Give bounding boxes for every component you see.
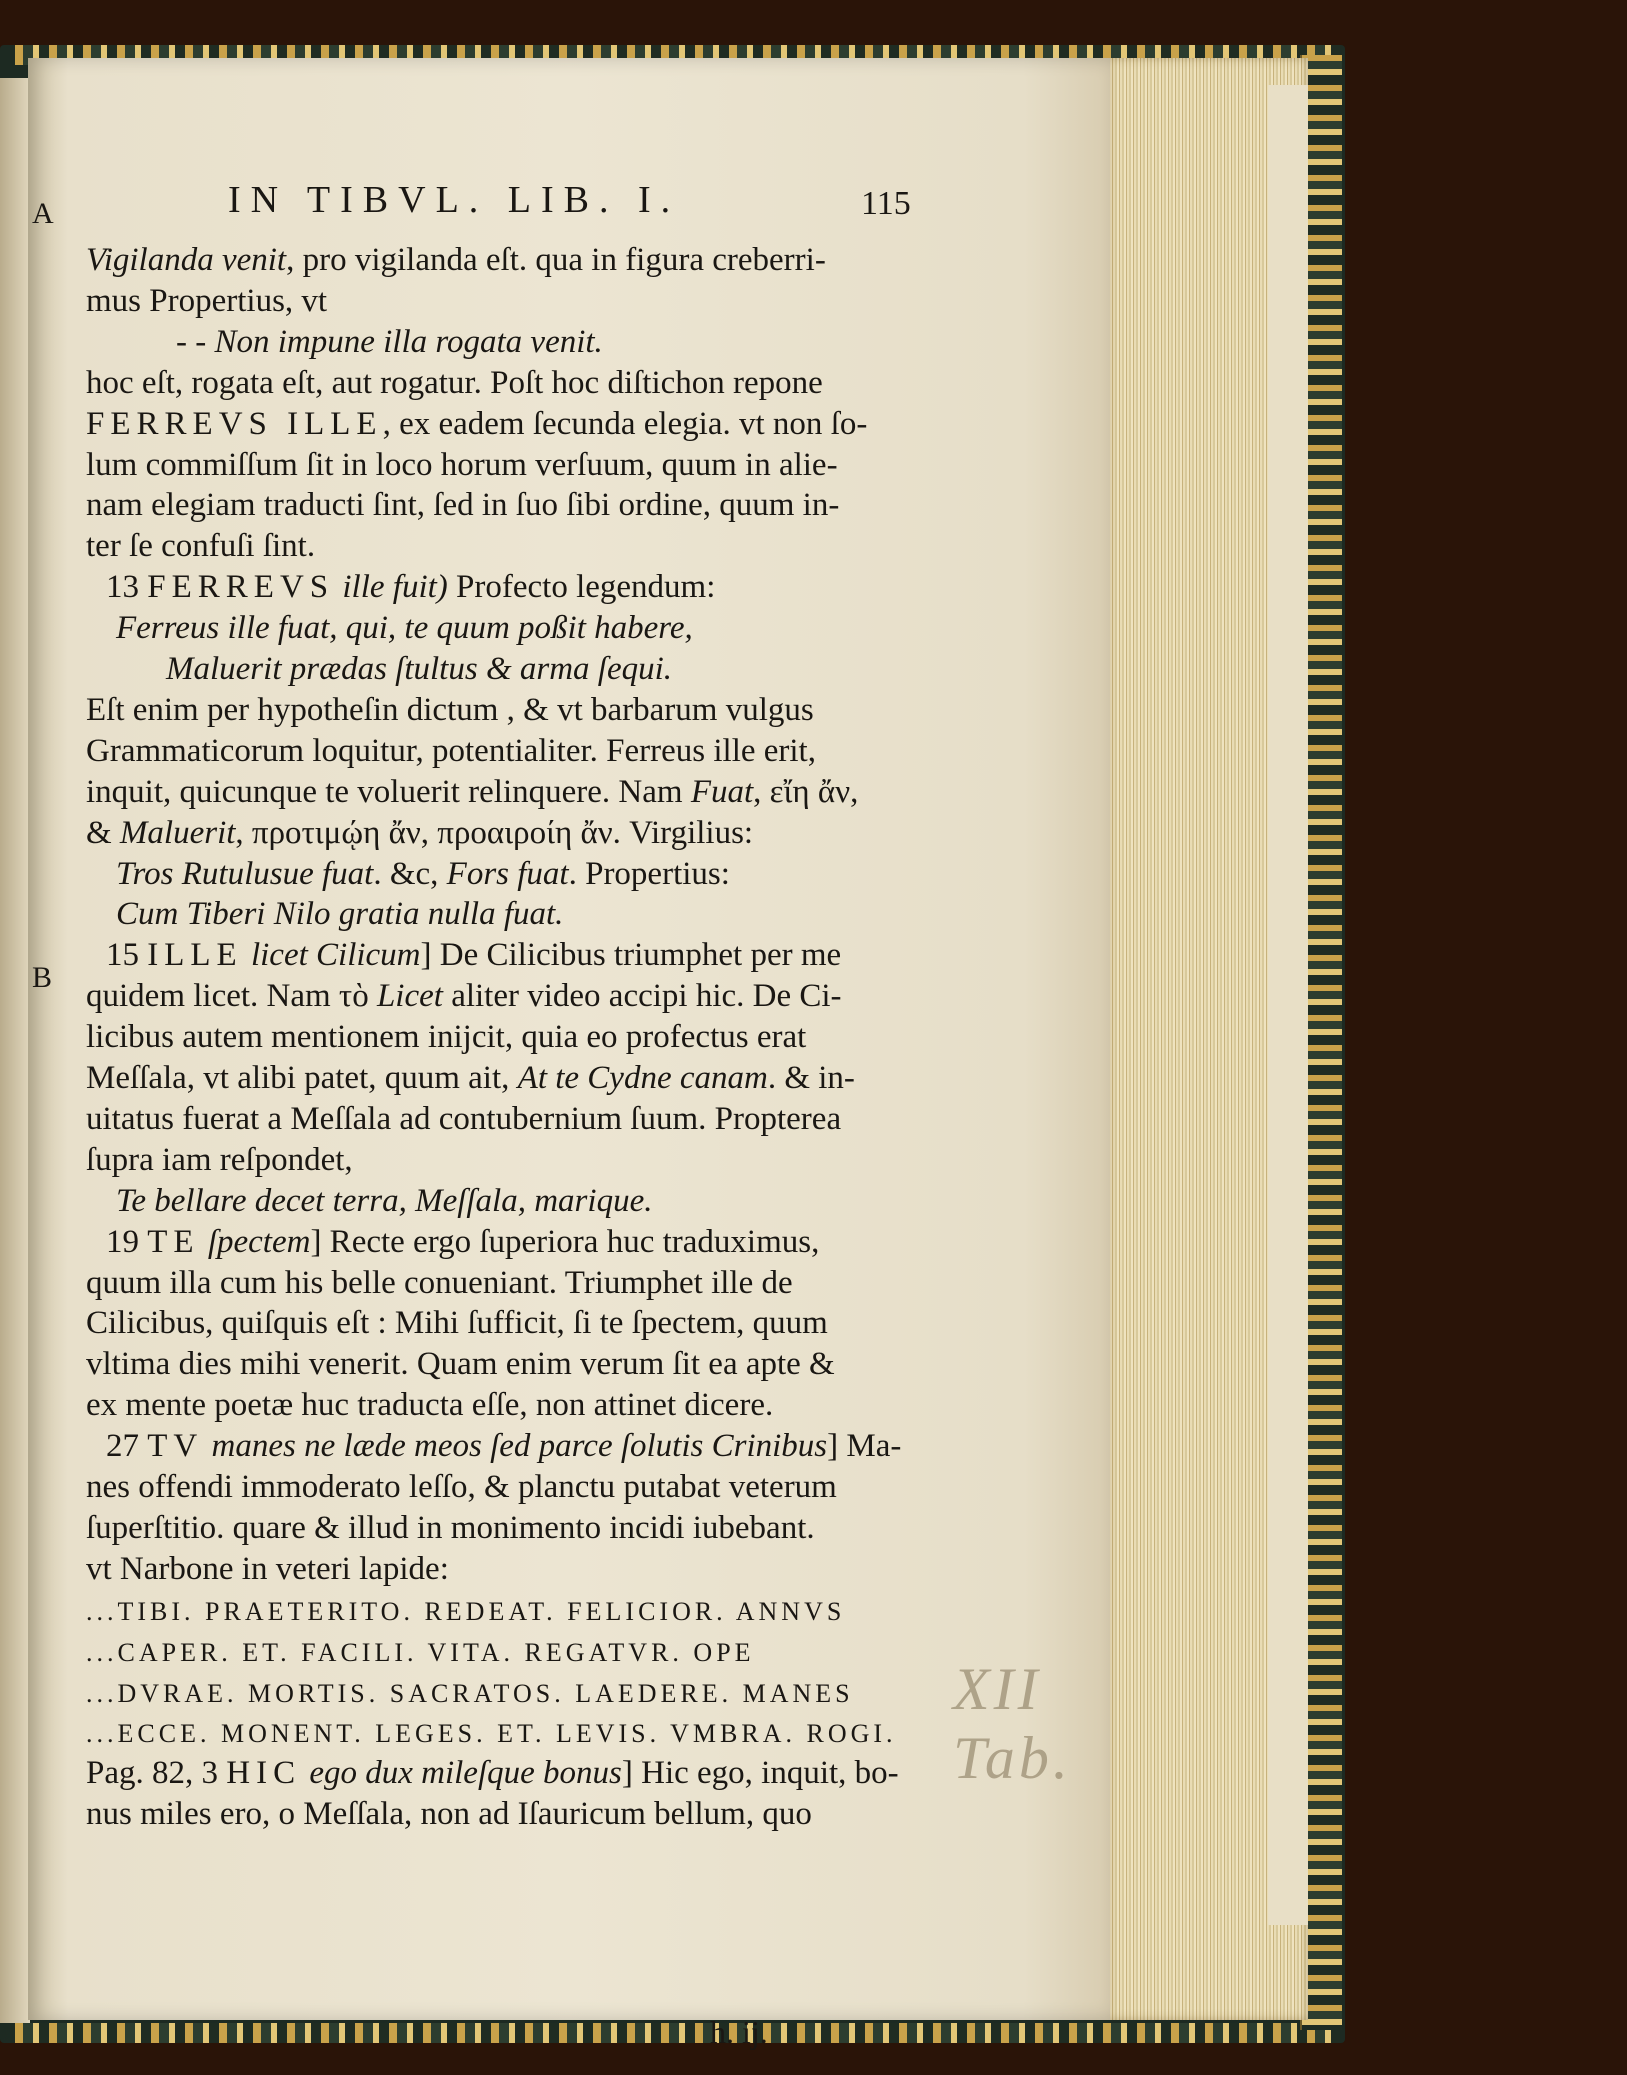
signature-mark: h. ij. [710,2014,768,2050]
text-line [86,1056,855,1100]
text-segment: ...TIBI. PRAETERITO. REDEAT. FELICIOR. ANNVS [86,1596,846,1626]
text-line [86,770,858,814]
text-segment: . & in- [767,1060,855,1096]
text-segment: ego dux mileſque bonus [301,1755,622,1792]
text-segment: , pro vigilanda eſt. qua in figura creberri- [286,242,826,278]
text-line [86,238,826,282]
text-line [86,1383,773,1427]
text-line [86,524,315,568]
text-segment: Meſſala, vt alibi patet, quum ait, [86,1060,518,1096]
text-segment: uitatus fuerat a Meſſala ad contubernium ſuum. Propterea [86,1100,842,1137]
text-line [86,1301,828,1345]
printed-page [28,58,1110,2050]
text-segment: 27 [106,1428,148,1465]
text-segment: 19 [106,1223,148,1260]
text-segment: ] Recte ergo ſuperiora huc traduximus, [310,1223,820,1260]
text-segment: quum illa cum his belle conueniant. Triumphet ille de [86,1264,793,1301]
text-segment: quidem licet. Nam τὸ [86,978,377,1015]
text-line [86,1588,845,1634]
text-segment: Ferreus ille fuat, qui, te quum poßit habere, [116,610,693,647]
text-segment: Pag. 82, 3 [86,1755,227,1792]
text-line [86,1097,841,1141]
text-segment: . Propertius: [568,855,730,892]
text-segment: Eſt enim per hypotheſin dictum , & vt barbarum vulgus [86,691,814,728]
text-segment: Vigilanda venit [86,242,287,278]
text-segment: Maluerit prædas ſtultus & arma ſequi. [166,651,673,687]
text-segment: ILLE [147,937,243,974]
text-segment: ...CAPER. ET. FACILI. VITA. REGATVR. OPE [86,1637,755,1667]
text-line [86,1465,837,1509]
text-segment: Maluerit [119,814,236,851]
text-segment: , ex eadem ſecunda elegia. vt non ſo- [382,405,868,442]
text-line [166,647,672,691]
text-line [86,361,823,405]
text-segment: ter ſe confuſi ſint. [86,528,316,565]
handwritten-margin-note: XII Tab. [953,1656,1072,1791]
text-line [116,852,730,896]
text-segment: Tros Rutulusue fuat [116,855,374,892]
text-line [86,402,867,446]
text-segment: Cilicibus, quiſquis eſt : Mihi ſufficit, ſi te ſpectem, quum [86,1305,828,1342]
text-segment: - - Non impune illa rogata venit. [176,323,603,360]
text-line [86,1342,835,1386]
text-line [86,1792,812,1836]
text-segment: aliter video accipi hic. De Ci- [442,978,842,1015]
text-segment: & [86,814,120,851]
text-line [86,1670,854,1716]
text-segment: Fors fuat [446,855,569,892]
text-line [86,1751,899,1795]
text-segment: At te Cydne canam [517,1060,768,1096]
text-segment: ...ECCE. MONENT. LEGES. ET. LEVIS. VMBRA. ROGI. [86,1719,897,1749]
text-segment: 13 [106,569,148,606]
text-line [86,1138,353,1182]
text-segment: vltima dies mihi venerit. Quam enim verum ſit ea apte & [86,1346,835,1383]
text-line [86,443,838,487]
page-edge-inner [1268,85,1308,1925]
facing-page-edge [0,78,30,2023]
running-head: IN TIBVL. LIB. I. [228,179,681,221]
text-segment: Profecto legendum: [447,569,716,606]
text-segment: ] De Cilicibus triumphet per me [420,937,842,974]
text-line [116,606,693,650]
text-segment: licet Cilicum [242,937,421,974]
text-line [86,1710,897,1756]
text-segment: FERREVS ILLE [86,405,383,442]
text-segment: lum commiſſum ſit in loco horum verſuum, quum in alie- [86,446,838,483]
text-line [86,729,816,773]
text-line [106,1424,901,1468]
text-segment: , εἴη ἄν, [753,773,859,810]
text-segment: ] Ma- [827,1428,902,1465]
text-segment: vt Narbone in veteri lapide: [86,1550,449,1587]
text-segment: 15 [106,937,148,974]
text-line [176,320,603,364]
text-segment: manes ne læde meos ſed parce ſolutis Crinibus [203,1428,828,1465]
text-segment: TV [147,1428,204,1465]
text-segment: HIC [226,1755,302,1792]
margin-mark-b: B [32,961,53,994]
text-segment: nam elegiam traducti ſint, ſed in ſuo ſibi ordine, quum in- [86,487,840,524]
text-segment: ] Hic ego, inquit, bo- [621,1755,899,1792]
text-segment: Te bellare decet terra, Meſſala, marique. [116,1182,653,1219]
text-segment: ſpectem [199,1223,311,1260]
text-line [86,483,839,527]
text-segment: inquit, quicunque te voluerit relinquere. Nam [86,773,691,810]
text-segment: , προτιμῴη ἄν, προαιροίη ἄν. Virgilius: [235,814,754,851]
text-line [86,1015,806,1059]
text-segment: ex mente poetæ huc traducta eſſe, non attinet dicere. [86,1387,774,1424]
text-segment: Grammaticorum loquitur, potentialiter. Ferreus ille erit, [86,732,816,769]
text-segment: nus miles ero, o Meſſala, non ad Iſauricum bellum, quo [86,1796,812,1833]
text-segment: hoc eſt, rogata eſt, aut rogatur. Poſt hoc diſtichon repone [86,364,823,401]
text-line [106,565,715,609]
text-segment: Fuat [690,773,754,810]
text-line [86,1547,449,1591]
text-segment: FERREVS [147,569,335,606]
text-segment: Cum Tiberi Nilo gratia nulla fuat. [116,896,564,933]
text-segment: ...DVRAE. MORTIS. SACRATOS. LAEDERE. MANES [86,1678,854,1708]
text-segment: TE [147,1223,200,1260]
text-segment: ſupra iam reſpondet, [86,1141,353,1178]
text-line [86,279,327,323]
margin-mark-a: A [32,197,54,230]
text-segment: mus Propertius, vt [86,282,328,319]
text-line [86,811,753,855]
text-line [106,1220,819,1264]
text-segment: ſuperſtitio. quare & illud in monimento incidi iubebant. [86,1509,815,1546]
text-segment: licibus autem mentionem inijcit, quia eo profectus erat [86,1019,807,1056]
text-line [116,892,563,936]
text-line [86,1629,755,1675]
text-line [86,1261,793,1305]
text-segment: . &c, [373,855,447,892]
text-segment: ille fuit) [334,569,448,606]
text-line [86,1506,815,1550]
text-line [106,933,841,977]
text-segment: Licet [376,978,443,1015]
text-line [86,974,842,1018]
text-line [86,688,814,732]
gilt-border-bottom [15,2023,1340,2043]
text-line [116,1179,652,1223]
text-segment: nes offendi immoderato leſſo, & planctu putabat veterum [86,1469,837,1505]
page-number: 115 [861,185,911,222]
